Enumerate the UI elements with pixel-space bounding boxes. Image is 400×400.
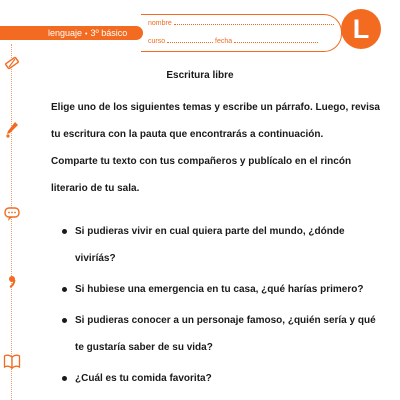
- instruction-line: tu escritura con la pauta que encontrarás a continuación.: [51, 129, 324, 140]
- instruction-line: Comparte tu texto con tus compañeros y publícalo en el rincón: [51, 156, 352, 167]
- topic-list: [62, 218, 382, 396]
- badge-letter: L: [352, 13, 370, 44]
- name-field[interactable]: [174, 18, 334, 25]
- comma-icon: [3, 272, 21, 290]
- subject-label: [48, 26, 127, 40]
- date-field[interactable]: [234, 36, 318, 43]
- grade-label: 3º básico: [90, 28, 128, 38]
- topic-item: Si hubiese una emergencia en tu casa, ¿qué harías primero?: [62, 276, 382, 303]
- date-label: fecha: [215, 38, 233, 45]
- name-row: [148, 18, 334, 27]
- subject-letter-badge: [341, 9, 381, 49]
- instruction-line: literario de tu sala.: [51, 183, 140, 194]
- course-date-row: [148, 36, 318, 45]
- instructions: [51, 94, 391, 202]
- name-label: nombre: [148, 20, 172, 27]
- course-field[interactable]: [167, 36, 213, 43]
- subject-separator: •: [85, 31, 88, 38]
- topic-item: Si pudieras conocer a un personaje famoso, ¿quién sería y qué te gustaría saber de su vida?: [62, 307, 382, 361]
- topic-item: Si pudieras vivir en cual quiera parte del mundo, ¿dónde viviríás?: [62, 218, 382, 272]
- subject-name: lenguaje: [48, 28, 83, 38]
- worksheet-title: Escritura libre: [166, 70, 234, 81]
- topic-item: ¿Cuál es tu comida favorita?: [62, 365, 382, 392]
- instruction-line: Elige uno de los siguientes temas y escribe un párrafo. Luego, revisa: [51, 102, 380, 113]
- speech-bubble-icon: [3, 205, 21, 223]
- course-label: curso: [148, 38, 166, 45]
- open-book-icon: [3, 352, 21, 370]
- ink-pen-icon: [3, 120, 21, 138]
